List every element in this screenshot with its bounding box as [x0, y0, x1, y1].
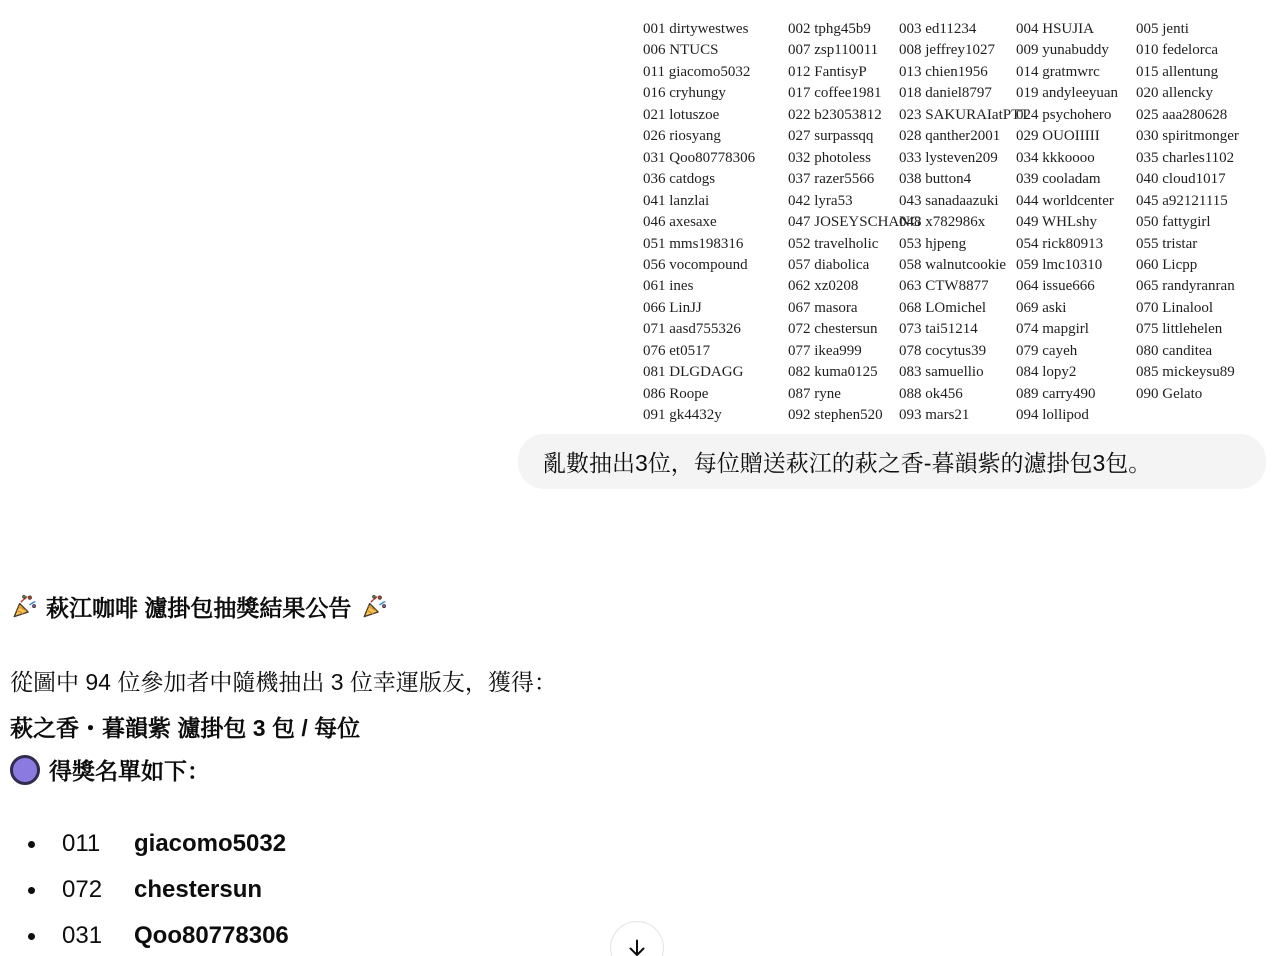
participant-entry: 048 x782986x	[899, 214, 986, 231]
participant-entry: 025 aaa280628	[1136, 106, 1228, 123]
participant-entry: 057 diabolica	[788, 256, 870, 273]
participant-entry: 089 carry490	[1016, 385, 1096, 402]
winner-item	[10, 821, 610, 867]
participant-entry: 085 mickeysu89	[1136, 364, 1235, 381]
participant-entry: 042 lyra53	[788, 192, 853, 209]
participant-entry: 022 b23053812	[788, 106, 882, 123]
participant-entry: 039 cooladam	[1016, 171, 1101, 188]
participant-entry: 026 riosyang	[643, 128, 721, 145]
participant-entry: 063 CTW8877	[899, 278, 989, 295]
winner-number: 072	[62, 876, 103, 903]
participant-entry: 067 masora	[788, 299, 858, 316]
participant-entry: 040 cloud1017	[1136, 171, 1226, 188]
participant-entry: 065 randyranran	[1136, 278, 1235, 295]
announcement-heading	[10, 590, 387, 623]
winners-title	[10, 753, 210, 786]
participant-entry: 082 kuma0125	[788, 364, 878, 381]
participant-entry: 073 tai51214	[899, 321, 978, 338]
participant-entry: 072 chestersun	[788, 321, 878, 338]
participant-entry: 003 ed11234	[899, 21, 977, 37]
participant-entry: 056 vocompound	[643, 256, 748, 273]
purple-circle-icon	[10, 755, 40, 785]
intro-text: 從圖中 94 位參加者中隨機抽出 3 位幸運版友，獲得：	[10, 669, 557, 695]
participant-entry: 019 andyleeyuan	[1016, 85, 1119, 102]
participant-entry: 028 qanther2001	[899, 128, 1001, 145]
participant-entry: 053 hjpeng	[899, 235, 967, 252]
participant-entry: 058 walnutcookie	[899, 256, 1007, 273]
participant-entry: 021 lotuszoe	[643, 106, 720, 123]
winners-title-text: 得獎名單如下：	[49, 758, 210, 784]
participant-entry: 052 travelholic	[788, 235, 879, 252]
participant-entry: 008 jeffrey1027	[899, 42, 995, 59]
participant-entry: 031 Qoo80778306	[643, 149, 756, 166]
participant-entry: 069 aski	[1016, 299, 1067, 316]
participants-image-attachment[interactable]	[640, 8, 1268, 428]
participant-entry: 092 stephen520	[788, 407, 883, 424]
participant-entry: 015 allentung	[1136, 63, 1219, 80]
participant-entry: 037 razer5566	[788, 171, 875, 188]
participant-entry: 043 sanadaazuki	[899, 192, 999, 209]
participant-entry: 032 photoless	[788, 149, 871, 166]
user-message-text: 亂數抽出3位，每位贈送萩江的萩之香-暮韻紫的濾掛包3包。	[543, 450, 1152, 476]
winner-name: chestersun	[134, 876, 263, 903]
participant-entry: 093 mars21	[899, 407, 970, 424]
participant-entry: 054 rick80913	[1016, 235, 1104, 252]
participant-entry: 017 coffee1981	[788, 85, 882, 102]
participant-entry: 064 issue666	[1016, 278, 1095, 295]
participant-entry: 049 WHLshy	[1016, 214, 1097, 231]
participant-entry: 070 Linalool	[1136, 299, 1214, 316]
participant-entry: 094 lollipod	[1016, 407, 1089, 424]
participant-entry: 036 catdogs	[643, 171, 716, 188]
winner-item	[10, 913, 610, 956]
scroll-to-bottom-button[interactable]	[610, 921, 664, 956]
participant-entry: 080 canditea	[1136, 342, 1213, 359]
participant-entry: 076 et0517	[643, 342, 711, 359]
participant-entry: 041 lanzlai	[643, 192, 710, 209]
participant-entry: 088 ok456	[899, 385, 963, 402]
participant-entry: 059 lmc10310	[1016, 256, 1103, 273]
participant-entry: 045 a92121115	[1136, 192, 1228, 209]
participant-entry: 086 Roope	[643, 385, 709, 402]
participant-entry: 016 cryhungy	[643, 85, 726, 102]
participant-entry: 012 FantisyP	[788, 63, 867, 80]
participant-entry: 024 psychohero	[1016, 106, 1112, 123]
participant-entry: 034 kkkoooo	[1016, 149, 1095, 166]
participant-entry: 071 aasd755326	[643, 321, 741, 338]
arrow-down-icon	[625, 936, 649, 956]
participant-entry: 027 surpassqq	[788, 128, 874, 145]
winner-item	[10, 867, 610, 913]
participant-entry: 013 chien1956	[899, 63, 988, 80]
participant-entry: 083 samuellio	[899, 364, 984, 381]
participant-entry: 084 lopy2	[1016, 364, 1077, 381]
participant-entry: 004 HSUJIA	[1016, 21, 1094, 37]
participant-entry: 023 SAKURAIatPTT	[899, 106, 1030, 123]
participant-entry: 068 LOmichel	[899, 299, 987, 316]
winner-name: giacomo5032	[134, 830, 287, 857]
participant-entry: 079 cayeh	[1016, 342, 1078, 359]
participant-entry: 011 giacomo5032	[643, 63, 751, 80]
participant-entry: 005 jenti	[1136, 21, 1189, 37]
participant-entry: 081 DLGDAGG	[643, 364, 744, 381]
winner-number: 031	[62, 922, 103, 949]
participant-entry: 075 littlehelen	[1136, 321, 1223, 338]
participant-entry: 038 button4	[899, 171, 972, 188]
participant-entry: 074 mapgirl	[1016, 321, 1089, 338]
participant-entry: 029 OUOIIIII	[1016, 128, 1100, 145]
participant-entry: 050 fattygirl	[1136, 214, 1211, 231]
participant-entry: 090 Gelato	[1136, 385, 1203, 402]
participant-entry: 091 gk4432y	[643, 407, 722, 424]
winner-number: 011	[62, 830, 101, 857]
participant-entry: 018 daniel8797	[899, 85, 992, 102]
participant-entry: 077 ikea999	[788, 342, 862, 359]
participant-entry: 044 worldcenter	[1016, 192, 1114, 209]
participant-entry: 061 ines	[643, 278, 694, 295]
participant-entry: 066 LinJJ	[643, 299, 702, 316]
participant-entry: 062 xz0208	[788, 278, 859, 295]
participant-entry: 055 tristar	[1136, 235, 1198, 252]
participant-entry: 002 tphg45b9	[788, 21, 871, 37]
participant-entry: 033 lysteven209	[899, 149, 998, 166]
participant-entry: 051 mms198316	[643, 235, 744, 252]
participant-entry: 078 cocytus39	[899, 342, 987, 359]
party-popper-icon	[10, 593, 37, 620]
participant-entry: 006 NTUCS	[643, 42, 719, 59]
participant-entry: 020 allencky	[1136, 85, 1214, 102]
participant-entry: 010 fedelorca	[1136, 42, 1219, 59]
announcement-heading-text: 萩江咖啡 濾掛包抽獎結果公告	[46, 595, 352, 621]
participant-entry: 014 gratmwrc	[1016, 63, 1100, 80]
participant-entry: 060 Licpp	[1136, 256, 1198, 273]
participant-entry: 007 zsp110011	[788, 42, 879, 59]
participant-entry: 035 charles1102	[1136, 149, 1235, 166]
participant-entry: 046 axesaxe	[643, 214, 717, 231]
participant-entry: 087 ryne	[788, 385, 841, 402]
participant-list	[643, 19, 1239, 427]
winner-name: Qoo80778306	[134, 922, 289, 949]
participant-entry: 030 spiritmonger	[1136, 128, 1239, 145]
user-message-bubble	[518, 434, 1266, 489]
participant-entry: 009 yunabuddy	[1016, 42, 1109, 59]
participant-entry: 001 dirtywestwes	[643, 21, 749, 37]
winners-list	[10, 821, 610, 956]
party-popper-icon	[360, 593, 387, 620]
prize-text: 萩之香・暮韻紫 濾掛包 3 包 / 每位	[10, 715, 361, 741]
participant-entry: 047 JOSEYSCHANG	[788, 214, 921, 231]
